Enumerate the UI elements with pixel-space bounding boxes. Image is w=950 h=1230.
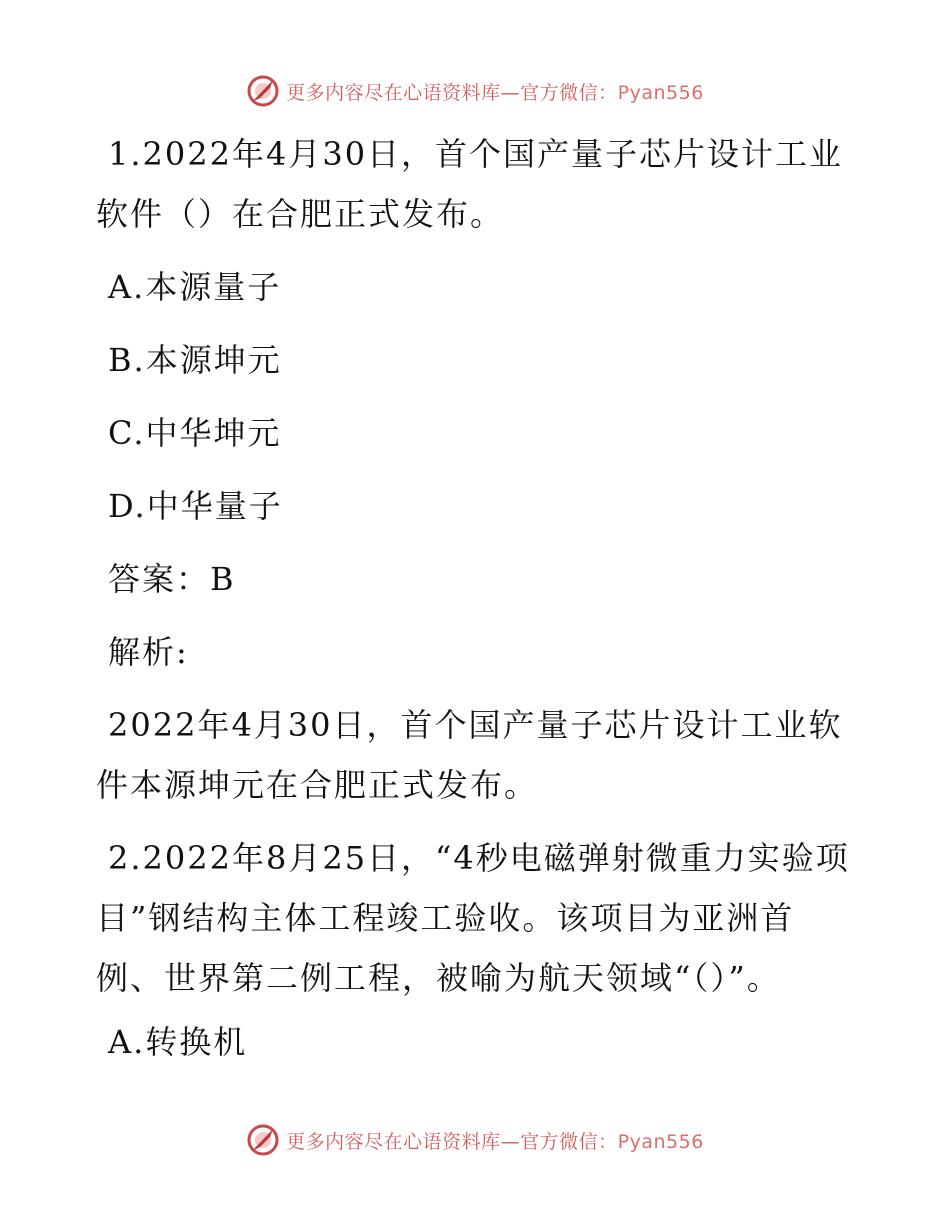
- answer-line: 答案：B: [108, 560, 236, 598]
- question-1-stem: 1.2022年4月30日，首个国产量子芯片设计工业软件（）在合肥正式发布。: [96, 135, 844, 233]
- banner-text: 更多内容尽在心语资料库—官方微信：Pyan556: [286, 81, 704, 104]
- footer-banner: [0, 1120, 950, 1160]
- analysis-label: 解析:: [108, 633, 189, 671]
- banner-text: 更多内容尽在心语资料库—官方微信：Pyan556: [286, 1130, 704, 1153]
- header-banner: [0, 71, 950, 111]
- option-a: A.转换机: [108, 1023, 248, 1061]
- quill-seal-logo-icon: [246, 1123, 280, 1157]
- option-b: B.本源坤元: [108, 341, 282, 379]
- quill-seal-logo-icon: [246, 74, 280, 108]
- option-c: C.中华坤元: [108, 414, 282, 452]
- option-d: D.中华量子: [108, 487, 283, 525]
- question-2-stem: 2.2022年8月25日，“4秒电磁弹射微重力实验项目”钢结构主体工程竣工验收。该项目为亚洲首例、世界第二例工程，被喻为航天领域“（）”。: [96, 839, 850, 997]
- analysis-text: 2022年4月30日，首个国产量子芯片设计工业软件本源坤元在合肥正式发布。: [96, 706, 843, 804]
- document-body: [96, 124, 856, 1085]
- option-a: A.本源量子: [108, 268, 282, 306]
